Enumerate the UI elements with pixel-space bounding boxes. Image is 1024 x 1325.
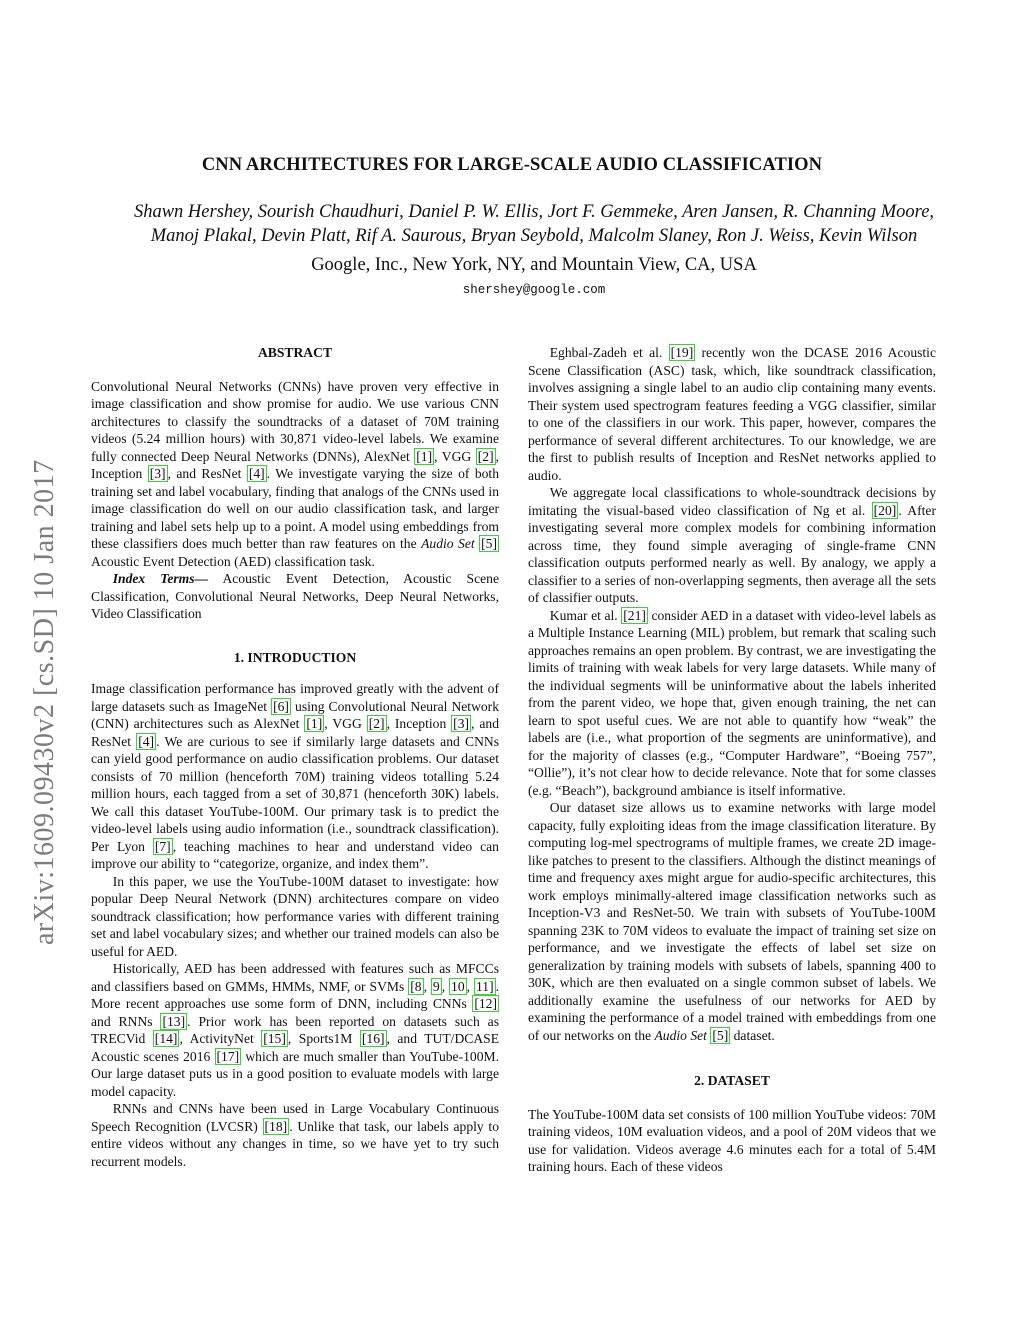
section-heading-dataset: 2. DATASET	[694, 1073, 770, 1088]
abstract-heading: ABSTRACT	[257, 345, 333, 360]
citation-link[interactable]: 10	[451, 978, 465, 994]
citation-link[interactable]: [21]	[623, 607, 646, 623]
right-paragraph-4: Our dataset size allows us to examine networks with large model capacity, fully exploiting ideas from the image classification literature. By computing log-mel spectrograms of multiple frames, we create 2D image-like patches to present to the classifiers. Although the distinct meanings of time and frequency axes might argue for audio-specific architectures, this work employs minimally-altered image classification networks such as Inception-V3 and ResNet-50. We train with subsets of YouTube-100M spanning 23K to 70M videos to evaluate the impact of training set size on performance, and we investigate the effects of label set size on generalization by training models with subsets of labels, spanning 400 to 30K, which are then evaluated on a single common subset of labels. We additionally examine the usefulness of our networks for AED by examining the performance of a model trained with embeddings from one of our networks on the Audio Set [5] dataset.	[528, 800, 936, 1043]
index-terms: Index Terms— Acoustic Event Detection, Acoustic Scene Classification, Convolutional Neural Networks, Deep Neural Networks, Video Classification	[91, 571, 500, 621]
dataset-paragraph: The YouTube-100M data set consists of 100 million YouTube videos: 70M training videos, 10M evaluation videos, and a pool of 20M videos that we use for validation. Videos average 4.6 minutes each for a total of 5.4M training hours. Each of these videos	[528, 1106, 936, 1174]
citation-link[interactable]: [14]	[154, 1031, 178, 1046]
citation-link[interactable]: [5]	[481, 536, 497, 551]
right-paragraph-1: Eghbal-Zadeh et al. [19] recently won the DCASE 2016 Acoustic Scene Classification (ASC) task, which, like soundtrack classification, involves assigning a single label to an audio clip containing many events. Their system used spectrogram features feeding a VGG classifier, similar to one of the classifiers in our work. This paper, however, compares the performance of several different architectures. To our knowledge, we are the first to publish results of Inception and ResNet networks applied to audio.	[528, 345, 936, 483]
citation-link[interactable]: [3]	[453, 716, 470, 731]
citation-link[interactable]: [15]	[263, 1031, 286, 1046]
citation-link[interactable]: [4]	[138, 733, 155, 749]
citation-link[interactable]: 11]	[475, 978, 494, 994]
paper-title: CNN ARCHITECTURES FOR LARGE-SCALE AUDIO CLASSIFICATION	[201, 155, 823, 175]
right-paragraph-3: Kumar et al. [21] consider AED in a dataset with video-level labels as a Multiple Instance Learning (MIL) problem, but remark that scaling such approaches remains an open problem. By contrast, we are investigating the limits of training with weak labels for very large datasets. While many of the individual segments will be uninformative about the labels inherited from the parent video, we hope that, given enough training, the net can learn to spot useful cues. We are not able to quantify how “weak” the labels are (i.e., what proportion of the segments are uninformative), and for the majority of classes (e.g., “Computer Hardware”, “Boeing 757”, “Ollie”), it’s not clear how to decide relevance. Note that for some classes (e.g. “Beach”), background ambiance is itself informative.	[528, 607, 936, 798]
affiliation: Google, Inc., New York, NY, and Mountain View, CA, USA	[311, 255, 757, 275]
intro-paragraph-1: Image classification performance has improved greatly with the advent of large datasets such as ImageNet [6] using Convolutional Neural Network (CNN) architectures such as AlexNet [1] , VGG [2] , Inception [3] , and ResNet [4] . We are curious to see if similarly large datasets and CNNs can yield good performance on audio classification problems. Our dataset consists of 70 million (henceforth 70M) training videos totalling 5.24 million hours, each tagged from a set of 30,871 (henceforth 30K) labels. We call this dataset YouTube-100M. Our primary task is to predict the video-level labels using audio information (i.e., soundtrack classification). Per Lyon [7] , teaching machines to hear and understand video can improve our ability to “categorize, organize, and index them”.	[91, 681, 500, 871]
citation-link[interactable]: [7]	[154, 838, 171, 854]
citation-link[interactable]: [17]	[216, 1048, 240, 1064]
intro-paragraph-2: In this paper, we use the YouTube-100M dataset to investigate: how popular Deep Neural Network (DNN) architectures compare on video soundtrack classification; how performance varies with different training set and label vocabulary sizes; and whether our trained models can also be useful for AED.	[91, 873, 499, 959]
citation-link[interactable]: [12]	[474, 996, 497, 1011]
citation-link[interactable]: [8	[410, 978, 422, 994]
citation-link[interactable]: [18]	[264, 1118, 288, 1134]
right-paragraph-2: We aggregate local classifications to whole-soundtrack decisions by imitating the visual-based video classification of Ng et al. [20] . After investigating several more complex models for combining information across time, they found simple averaging of single-frame CNN classification outputs performed nearly as well. By analogy, we apply a classifier to a series of non-overlapping segments, then average all the sets of classifier outputs.	[528, 485, 936, 605]
author-email[interactable]: shershey@google.com	[462, 283, 606, 297]
section-heading-introduction: 1. INTRODUCTION	[233, 649, 357, 665]
right-column	[528, 344, 936, 1176]
author-list	[84, 200, 984, 248]
left-column	[91, 344, 499, 1170]
citation-link[interactable]: [5]	[712, 1027, 729, 1043]
intro-paragraph-4: RNNs and CNNs have been used in Large Vocabulary Continuous Speech Recognition (LVCSR) [18] . Unlike that task, our labels apply to entire videos without any changes in time, so we have yet to try such recurrent models.	[91, 1101, 499, 1169]
citation-link[interactable]: [2]	[368, 716, 385, 731]
citation-link[interactable]: [1]	[416, 448, 433, 464]
abstract-paragraph: Convolutional Neural Networks (CNNs) have proven very effective in image classification and show promise for audio. We use various CNN architectures to classify the soundtracks of a dataset of 70M training videos (5.24 million hours) with 30,871 video-level labels. We examine fully connected Deep Neural Networks (DNNs), AlexNet [1] , VGG [2] , Inception [3] , and ResNet [4] . We investigate varying the size of both training set and label vocabulary, finding that analogs of the CNNs used in image classification do well on our audio classification task, and larger training and label sets help up to a point. A model using embeddings from these classifiers does much better than raw features on the Audio Set [5] Acoustic Event Detection (AED) classification task.	[91, 378, 500, 569]
citation-link[interactable]: [19]	[670, 345, 694, 360]
authors-line-2: Manoj Plakal, Devin Platt, Rif A. Saurous, Bryan Seybold, Malcolm Slaney, Ron J. Weiss, Kevin Wilson	[150, 226, 918, 246]
citation-link[interactable]: [13]	[162, 1013, 186, 1029]
citation-link[interactable]: [2]	[477, 448, 494, 464]
authors-line-1: Shawn Hershey, Sourish Chaudhuri, Daniel P. W. Ellis, Jort F. Gemmeke, Aren Jansen, R. Channing Moore,	[133, 202, 935, 222]
citation-link[interactable]: 9	[432, 978, 440, 994]
citation-link[interactable]: [16]	[361, 1031, 385, 1046]
citation-link[interactable]: [3]	[149, 466, 166, 481]
index-terms-label: Index Terms—	[112, 571, 209, 586]
citation-link[interactable]: [4]	[248, 466, 265, 481]
citation-link[interactable]: [20]	[873, 502, 897, 518]
intro-paragraph-3: Historically, AED has been addressed with features such as MFCCs and classifiers based on GMMs, HMMs, NMF, or SVMs [8 , 9 , 10 , 11] . More recent approaches use some form of DNN, including CNNs [12] and RNNs [13] . Prior work has been reported on datasets such as TRECVid [14] , ActivityNet [15] , Sports1M [16] , and TUT/DCASE Acoustic scenes 2016 [17] which are much smaller than YouTube-100M. Our large dataset puts us in a good position to evaluate models with large model capacity.	[91, 961, 500, 1099]
citation-link[interactable]: [6]	[273, 698, 289, 714]
arxiv-side-banner: arXiv:1609.09430v2 [cs.SD] 10 Jan 2017	[29, 459, 60, 945]
citation-link[interactable]: [1]	[306, 716, 323, 731]
